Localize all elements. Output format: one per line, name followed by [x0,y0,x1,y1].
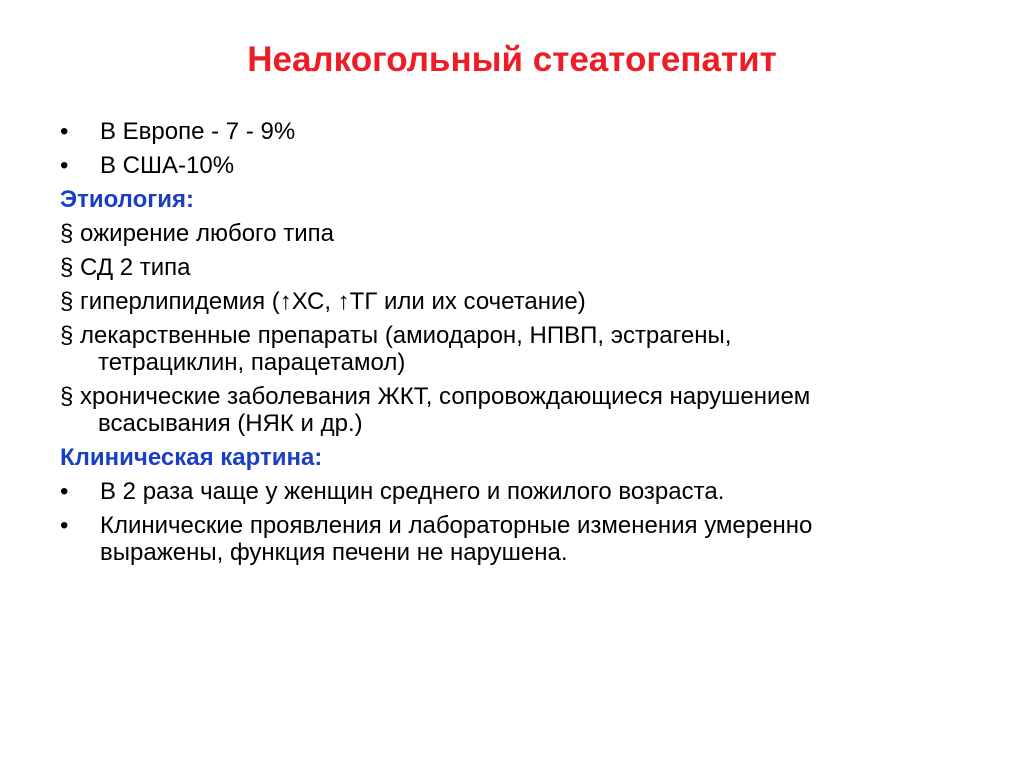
etiology-item [60,322,980,376]
section-marker: § [60,254,74,281]
etiology-text-continuation: тетрациклин, парацетамол) [98,349,406,376]
slide-content [60,118,980,573]
section-marker: § [60,220,74,247]
bullet-text: В Европе - 7 - 9% [100,118,296,145]
clinical-item [60,512,980,566]
bullet-item [60,152,980,179]
etiology-text-continuation: всасывания (НЯК и др.) [98,410,363,437]
etiology-text: гиперлипидемия (↑ХС, ↑ТГ или их сочетание) [80,288,586,315]
etiology-text: хронические заболевания ЖКТ, сопровождающиеся нарушением [80,383,811,410]
clinical-text: Клинические проявления и лабораторные изменения умеренно [100,512,813,539]
clinical-text: В 2 раза чаще у женщин среднего и пожилого возраста. [100,478,725,505]
etiology-heading: Этиология: [60,186,194,213]
bullet-marker: • [60,478,69,505]
bullet-text: В США-10% [100,152,235,179]
bullet-marker: • [60,152,69,179]
section-marker: § [60,288,74,315]
bullet-item [60,118,980,145]
etiology-text: лекарственные препараты (амиодарон, НПВП, эстрагены, [80,322,732,349]
section-marker: § [60,322,74,349]
etiology-item [60,288,980,315]
slide-title: Неалкогольный стеатогепатит [247,40,777,79]
bullet-marker: • [60,118,69,145]
etiology-item [60,254,980,281]
clinical-text-continuation: выражены, функция печени не нарушена. [100,539,568,566]
etiology-text: СД 2 типа [80,254,191,281]
etiology-item [60,383,980,437]
etiology-text: ожирение любого типа [80,220,335,247]
bullet-marker: • [60,512,69,539]
section-marker: § [60,383,74,410]
etiology-item [60,220,980,247]
clinical-item [60,478,980,505]
clinical-heading: Клиническая картина: [60,444,323,471]
